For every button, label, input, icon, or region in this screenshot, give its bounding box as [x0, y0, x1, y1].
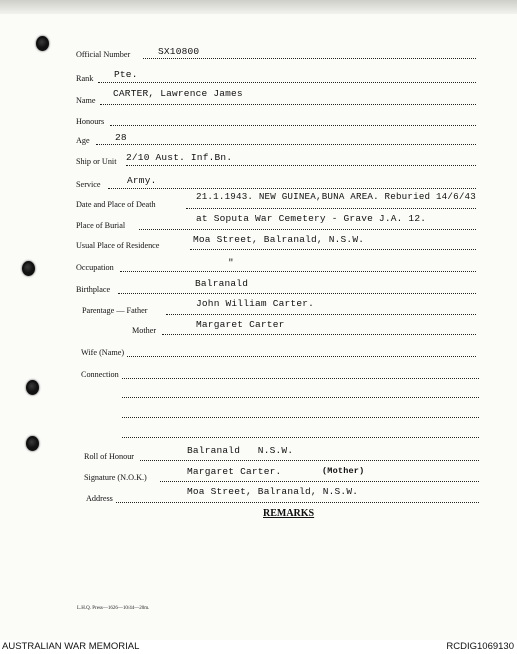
connection-line-3 [122, 417, 479, 418]
signature-value: Margaret Carter. [187, 466, 282, 477]
mother-value: Margaret Carter [196, 319, 285, 330]
archive-name: AUSTRALIAN WAR MEMORIAL [2, 641, 140, 652]
age-value: 28 [115, 132, 127, 143]
birthplace-value: Balranald [195, 278, 249, 289]
father-line [166, 314, 476, 315]
ship-or-unit-line [126, 165, 476, 166]
ship-or-unit-label: Ship or Unit [76, 157, 117, 166]
honours-line [110, 125, 476, 126]
service-value: Army. [127, 175, 157, 186]
age-label: Age [76, 136, 90, 145]
burial-line [139, 229, 476, 230]
death-value: 21.1.1943. NEW GUINEA,BUNA AREA. Reburied 14/6/43 [196, 191, 476, 202]
occupation-line [120, 271, 476, 272]
wife-line [127, 356, 476, 357]
official-number-line [143, 58, 476, 59]
connection-line-2 [122, 397, 479, 398]
occupation-value: " [228, 257, 234, 268]
wife-label: Wife (Name) [81, 348, 125, 357]
age-line [96, 144, 476, 145]
archive-footer [0, 640, 517, 654]
address-line [116, 502, 479, 503]
punch-hole [36, 36, 49, 51]
address-label: Address [86, 494, 113, 503]
death-label: Date and Place of Death [76, 200, 156, 209]
signature-relation: (Mother) [322, 466, 365, 476]
punch-hole [26, 436, 39, 451]
residence-value: Moa Street, Balranald, N.S.W. [193, 234, 365, 245]
connection-line [122, 378, 479, 379]
rank-line [98, 82, 476, 83]
burial-value: at Soputa War Cemetery - Grave J.A. 12. [196, 213, 427, 224]
printer-note: L.H.Q. Press—1626—10/44—20m. [77, 606, 150, 611]
scan-top-edge [0, 0, 517, 14]
birthplace-line [118, 293, 476, 294]
honours-label: Honours [76, 117, 105, 126]
remarks-heading: REMARKS [263, 508, 315, 519]
residence-label: Usual Place of Residence [76, 241, 160, 250]
roll-of-honour-value: Balranald N.S.W. [187, 445, 294, 456]
record-id: RCDIG1069130 [446, 641, 514, 652]
rank-label: Rank [76, 74, 94, 83]
name-line [100, 104, 476, 105]
signature-label: Signature (N.O.K.) [84, 473, 147, 482]
ship-or-unit-value: 2/10 Aust. Inf.Bn. [126, 152, 233, 163]
signature-line [160, 481, 479, 482]
mother-line [162, 334, 476, 335]
rank-value: Pte. [114, 69, 138, 80]
father-value: John William Carter. [196, 298, 315, 309]
roll-of-honour-label: Roll of Honour [84, 452, 135, 461]
birthplace-label: Birthplace [76, 285, 111, 294]
official-number-value: SX10800 [158, 46, 200, 57]
service-line [108, 188, 476, 189]
service-label: Service [76, 180, 101, 189]
mother-label: Mother [132, 326, 157, 335]
burial-label: Place of Burial [76, 221, 126, 230]
occupation-label: Occupation [76, 263, 114, 272]
punch-hole [26, 380, 39, 395]
name-label: Name [76, 96, 96, 105]
roll-of-honour-line [140, 460, 479, 461]
connection-line-4 [122, 437, 479, 438]
residence-line [190, 249, 476, 250]
address-value: Moa Street, Balranald, N.S.W. [187, 486, 359, 497]
death-line [186, 208, 476, 209]
name-value: CARTER, Lawrence James [113, 88, 243, 99]
official-number-label: Official Number [76, 50, 131, 59]
punch-hole [22, 261, 35, 276]
connection-label: Connection [81, 370, 119, 379]
father-label: Parentage — Father [82, 306, 148, 315]
